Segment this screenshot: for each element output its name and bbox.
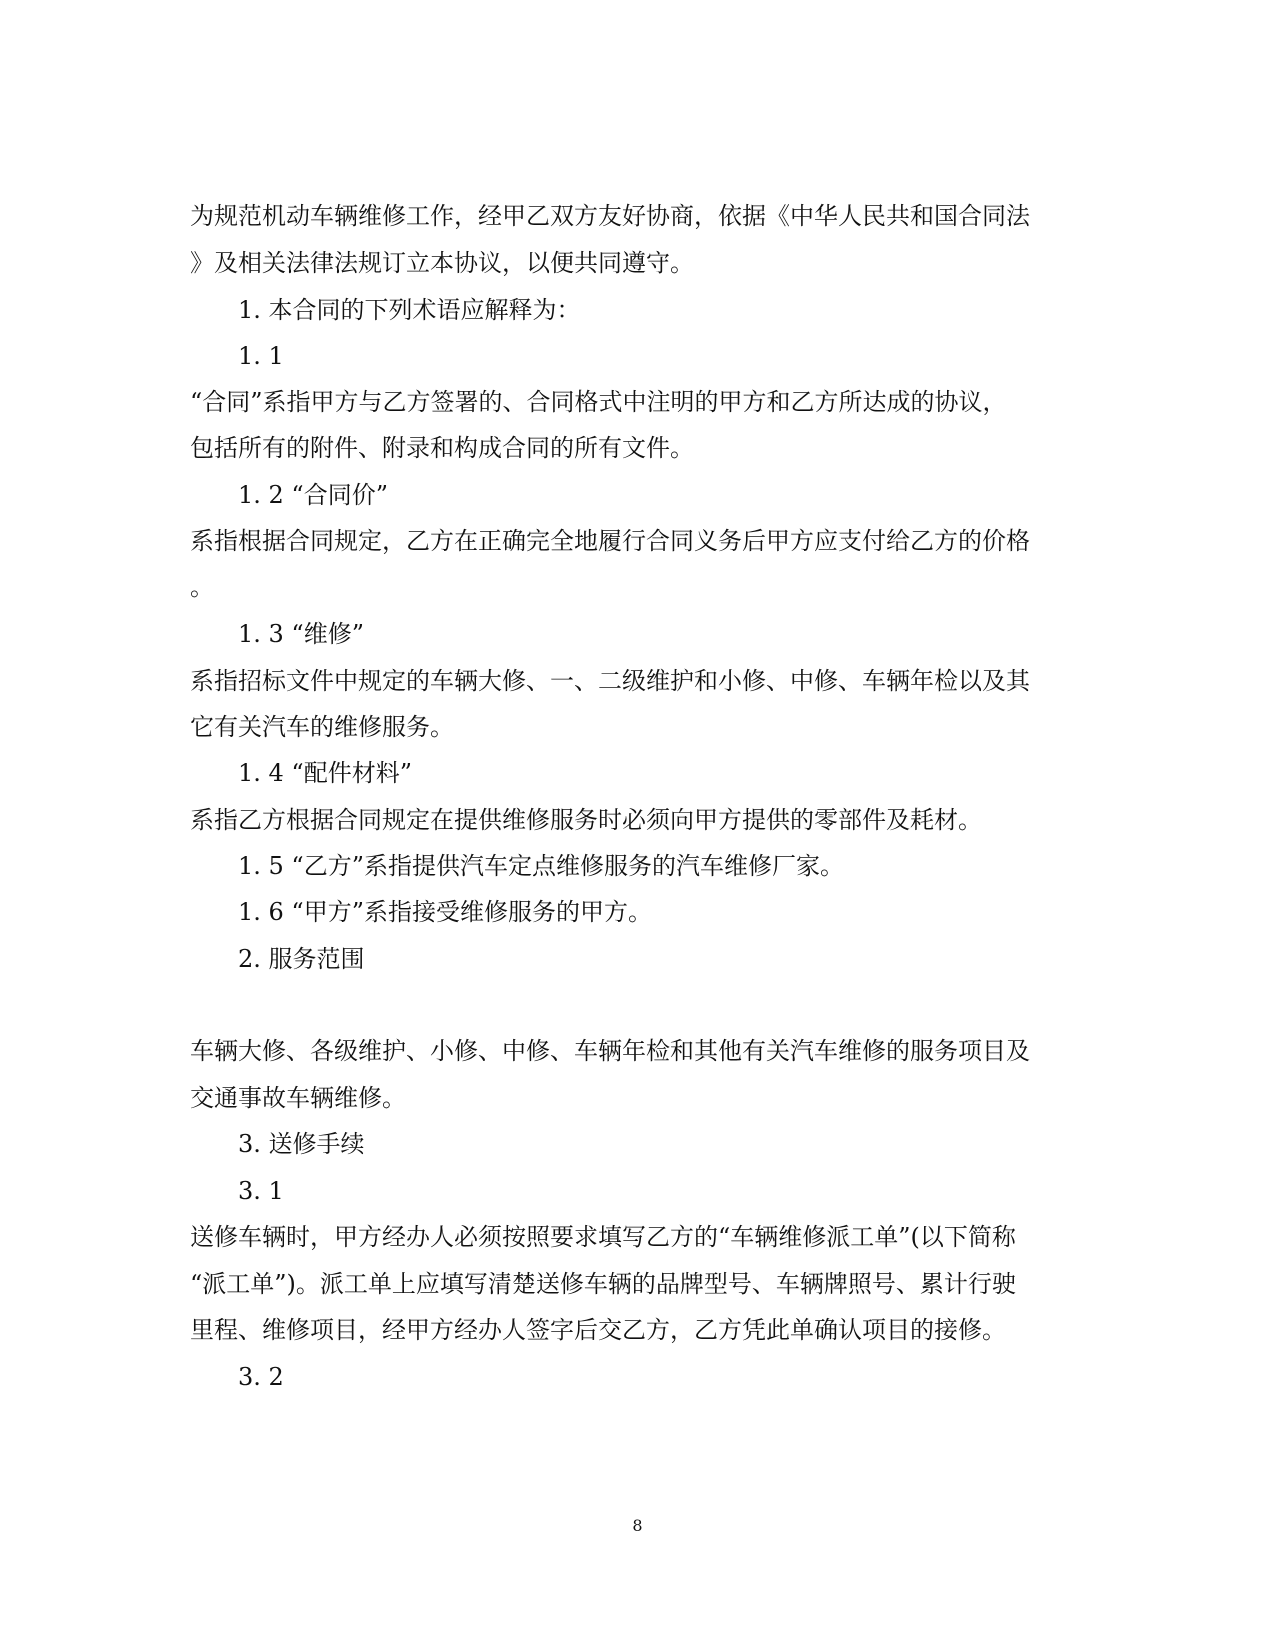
- clause-3-1-text-line-2: “派工单”)。派工单上应填写清楚送修车辆的品牌型号、车辆牌照号、累计行驶: [190, 1270, 1016, 1298]
- section-2-text-line-2: 交通事故车辆维修。: [190, 1084, 406, 1112]
- clause-1-6: 1. 6 “甲方”系指接受维修服务的甲方。: [238, 898, 652, 926]
- clause-1-2-heading: 1. 2 “合同价”: [238, 481, 388, 509]
- clause-1-3-heading: 1. 3 “维修”: [238, 620, 364, 648]
- clause-1-2-text-line-2: 。: [190, 573, 214, 601]
- clause-1-3-text-line-1: 系指招标文件中规定的车辆大修、一、二级维护和小修、中修、车辆年检以及其: [190, 667, 1030, 695]
- clause-1-3-text-line-2: 它有关汽车的维修服务。: [190, 713, 454, 741]
- section-2-text-line-1: 车辆大修、各级维护、小修、中修、车辆年检和其他有关汽车维修的服务项目及: [190, 1037, 1030, 1065]
- clause-3-1-text-line-1: 送修车辆时，甲方经办人必须按照要求填写乙方的“车辆维修派工单”(以下简称: [190, 1223, 1016, 1251]
- clause-1-2-text-line-1: 系指根据合同规定，乙方在正确完全地履行合同义务后甲方应支付给乙方的价格: [190, 527, 1030, 555]
- clause-3-1-number: 3. 1: [238, 1177, 284, 1205]
- clause-3-1-text-line-3: 里程、维修项目，经甲方经办人签字后交乙方，乙方凭此单确认项目的接修。: [190, 1316, 1006, 1344]
- clause-1-4-heading: 1. 4 “配件材料”: [238, 759, 412, 787]
- page-number: 8: [632, 1516, 643, 1535]
- clause-1-1-text-line-1: “合同”系指甲方与乙方签署的、合同格式中注明的甲方和乙方所达成的协议，: [190, 388, 1007, 416]
- clause-1-4-text: 系指乙方根据合同规定在提供维修服务时必须向甲方提供的零部件及耗材。: [190, 806, 982, 834]
- paragraph-intro-line-2: 》及相关法律法规订立本协议，以便共同遵守。: [190, 249, 694, 277]
- clause-1-1-text-line-2: 包括所有的附件、附录和构成合同的所有文件。: [190, 434, 694, 462]
- clause-3-2-number: 3. 2: [238, 1363, 284, 1391]
- section-2-heading: 2. 服务范围: [238, 945, 365, 973]
- section-1-heading: 1. 本合同的下列术语应解释为：: [238, 296, 581, 324]
- paragraph-intro-line-1: 为规范机动车辆维修工作，经甲乙双方友好协商，依据《中华人民共和国合同法: [190, 202, 1030, 230]
- clause-1-1-number: 1. 1: [238, 342, 284, 370]
- clause-1-5: 1. 5 “乙方”系指提供汽车定点维修服务的汽车维修厂家。: [238, 852, 844, 880]
- section-3-heading: 3. 送修手续: [238, 1130, 365, 1158]
